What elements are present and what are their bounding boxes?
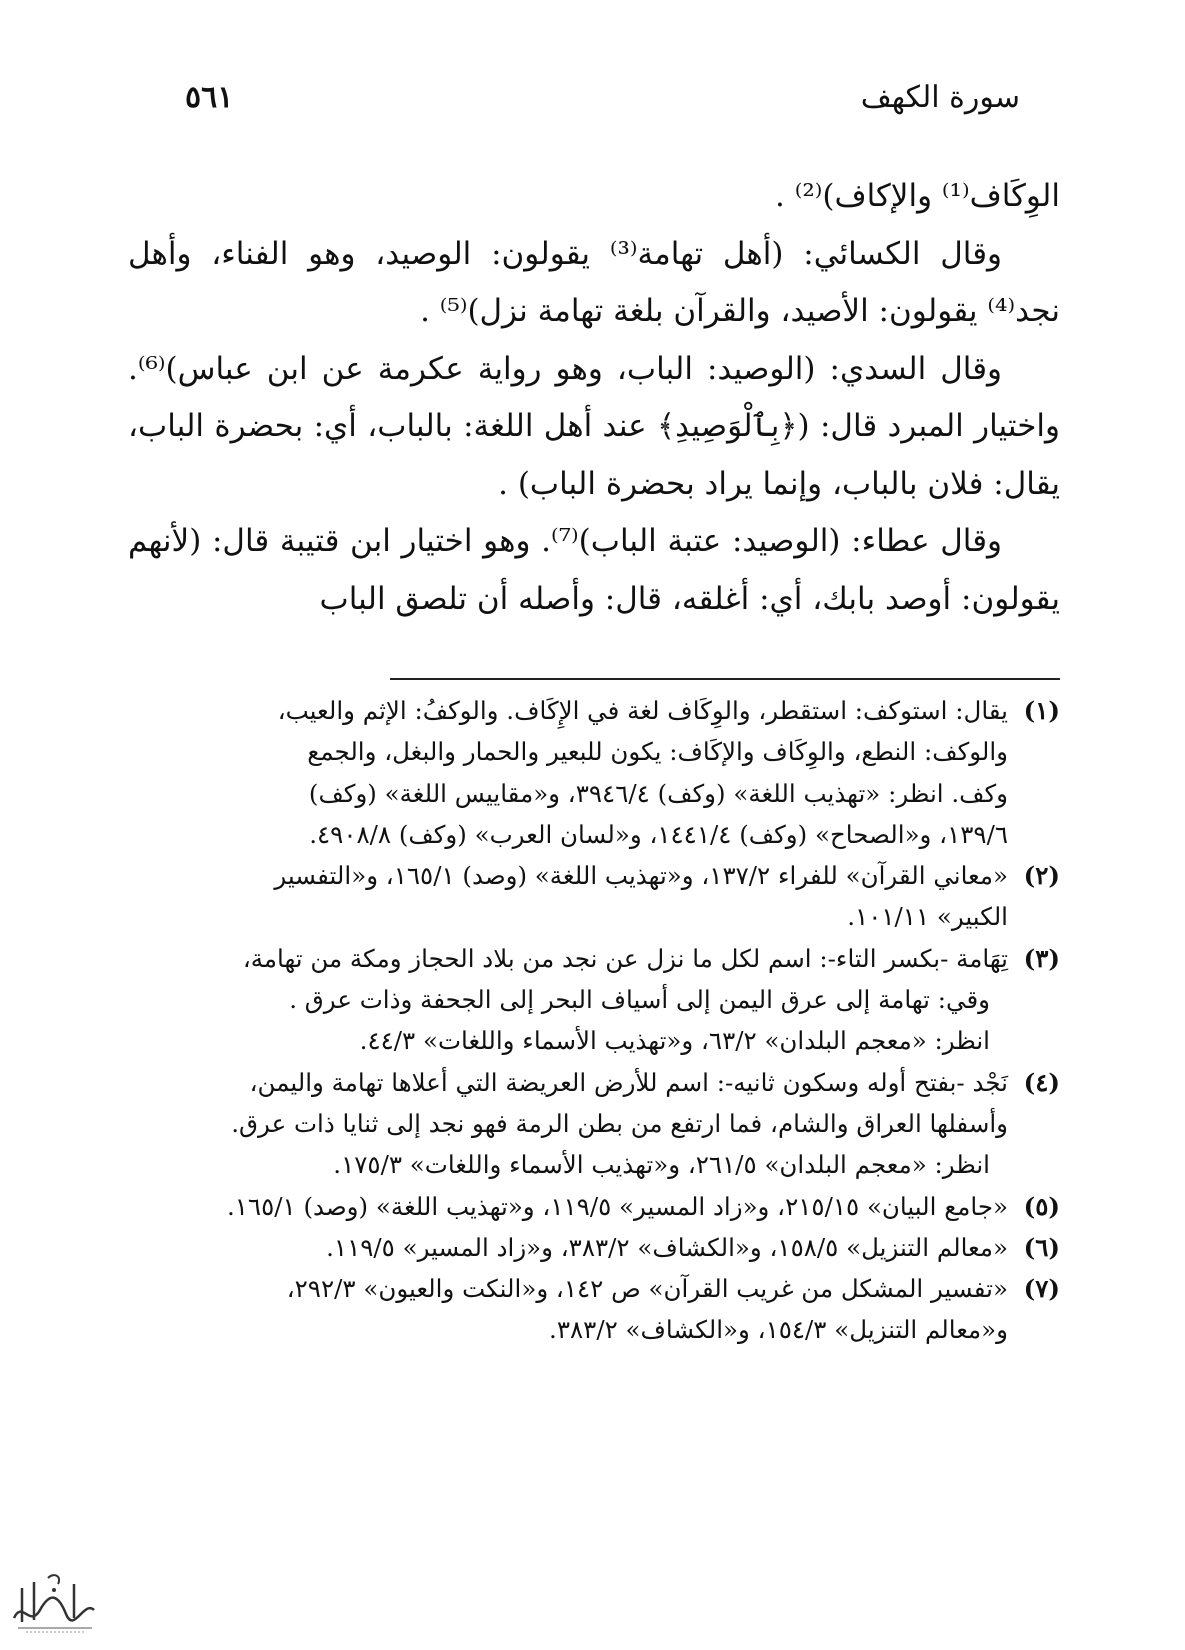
footnote-marker: (١): [1023, 696, 1060, 725]
footnote-marker: (٢): [1023, 861, 1060, 891]
main-text: [128, 168, 1060, 628]
footnote-line: وقي: تهامة إلى عرق اليمن إلى أسياف البحر إلى الجحفة وذات عرق .: [289, 985, 990, 1015]
footnote-6: [128, 1227, 1060, 1268]
footnote-line: تِهَامة -بكسر التاء-: اسم لكل ما نزل عن نجد من بلاد الحجاز ومكة من تهامة،: [242, 943, 1008, 973]
footnote-line: «معالم التنزيل» ١٥٨/٥، و«الكشاف» ٣٨٣/٢، و«زاد المسير» ١١٩/٥.: [326, 1232, 1008, 1262]
paragraph-3: وقال السدي: (الوصيد: الباب، وهو رواية عكرمة عن ابن عباس)⁽⁶⁾. واختيار المبرد قال: (﴿بِٱلْوَصِيدِ﴾ عند أهل اللغة: بالباب، أي: بحضرة الباب، يقال: فلان بالباب، وإنما يراد بحضرة الباب) .: [128, 350, 1060, 502]
paragraph-1: الوِكَاف⁽¹⁾ والإكاف)⁽²⁾ .: [774, 178, 1060, 214]
footnote-1: [128, 690, 1060, 855]
footnote-line: انظر: «معجم البلدان» ٢٦١/٥، و«تهذيب الأسماء واللغات» ١٧٥/٣.: [333, 1150, 990, 1180]
footnote-line: وكف. انظر: «تهذيب اللغة» (وكف) ٣٩٤٦/٤، و«مقاييس اللغة» (وكف): [308, 778, 1008, 808]
page-header: [185, 80, 1020, 130]
footnote-line: «معاني القرآن» للفراء ١٣٧/٢، و«تهذيب اللغة» (وصد) ١٦٥/١، و«التفسير: [274, 861, 1008, 891]
footnote-line: والوكف: النطع، والوِكَاف والإكَاف: يكون للبعير والحمار والبغل، والجمع: [307, 737, 1008, 767]
footnote-marker: (٦): [1023, 1232, 1060, 1262]
footnote-2: [128, 855, 1060, 938]
footnote-line: وأسفلها العراق والشام، فما ارتفع من بطن الرمة فهو نجد إلى ثنايا ذات عرق.: [231, 1108, 1008, 1138]
footnote-marker: (٧): [1023, 1274, 1060, 1304]
footnote-line: يقال: استوكف: استقطر، والوِكَاف لغة في الإِكَاف. والوكفُ: الإثم والعيب،: [277, 696, 1008, 725]
footnote-marker: (٣): [1023, 943, 1060, 973]
surah-title: سورة الكهف: [860, 80, 1020, 115]
page-number: ٥٦١: [185, 80, 234, 115]
footnote-line: انظر: «معجم البلدان» ٦٣/٢، و«تهذيب الأسماء واللغات» ٤٤/٣.: [359, 1026, 990, 1056]
footnote-line: «تفسير المشكل من غريب القرآن» ص ١٤٢، و«النكت والعيون» ٢٩٢/٣،: [286, 1274, 1008, 1304]
footnote-7: [128, 1268, 1060, 1351]
footnote-marker: (٥): [1023, 1191, 1060, 1221]
footnote-line: «جامع البيان» ٢١٥/١٥، و«زاد المسير» ١١٩/٥، و«تهذيب اللغة» (وصد) ١٦٥/١.: [226, 1191, 1008, 1221]
footnote-line: نَجْد -بفتح أوله وسكون ثانيه-: اسم للأرض العريضة التي أعلاها تهامة واليمن،: [249, 1067, 1008, 1097]
footnote-line: و«معالم التنزيل» ١٥٤/٣، و«الكشاف» ٣٨٣/٢.: [549, 1315, 1008, 1345]
footnote-line: ١٣٩/٦، و«الصحاح» (وكف) ١٤٤١/٤، و«لسان العرب» (وكف) ٤٩٠٨/٨.: [309, 819, 1008, 849]
paragraph-2: وقال الكسائي: (أهل تهامة⁽³⁾ يقولون: الوصيد، وهو الفناء، وأهل نجد⁽⁴⁾ يقولون: الأصيد، والقرآن بلغة تهامة نزل)⁽⁵⁾ .: [128, 235, 1060, 329]
footnote-divider: [390, 678, 1060, 680]
publisher-watermark-logo: [8, 1570, 100, 1636]
paragraph-4: وقال عطاء: (الوصيد: عتبة الباب)⁽⁷⁾. وهو اختيار ابن قتيبة قال: (لأنهم يقولون: أوصد بابك، أي: أغلقه، قال: وأصله أن تلصق الباب: [128, 523, 1060, 617]
footnote-5: [128, 1186, 1060, 1227]
footnotes: [128, 690, 1060, 1351]
footnote-4: [128, 1062, 1060, 1186]
footnote-marker: (٤): [1023, 1067, 1060, 1097]
footnote-3: [128, 938, 1060, 1062]
footnote-line: الكبير» ١٠١/١١.: [847, 902, 1008, 932]
